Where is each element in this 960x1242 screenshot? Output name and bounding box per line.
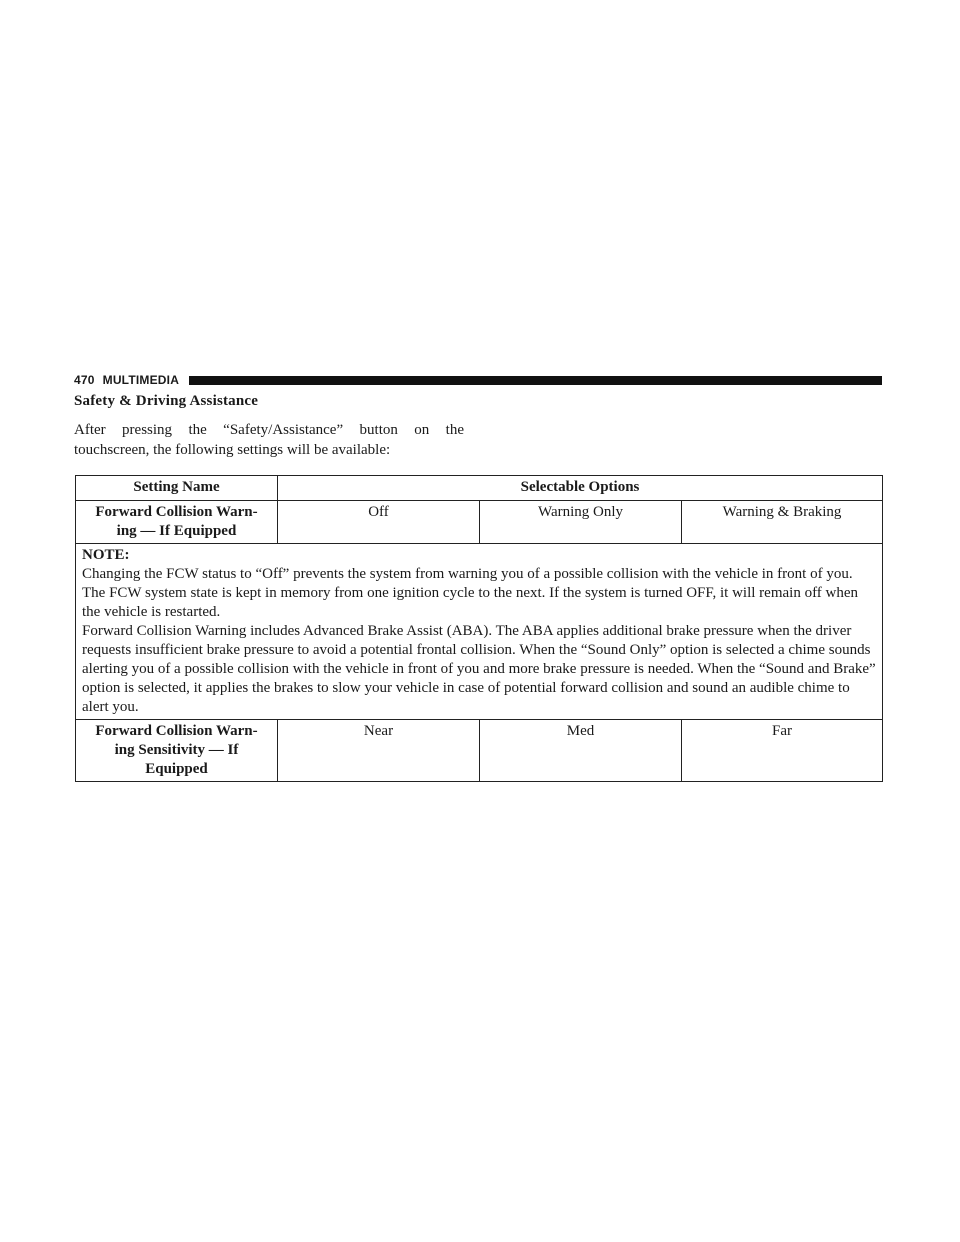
- header-setting-name: Setting Name: [76, 476, 278, 501]
- note-row: [76, 544, 883, 720]
- note-paragraph-2: The FCW system state is kept in memory from one ignition cycle to the next. If the system is turned OFF, it will remain off when the vehicle is restarted.: [82, 585, 859, 620]
- page-header: [74, 372, 882, 388]
- note-label: NOTE:: [82, 547, 130, 563]
- option-warning-only: Warning Only: [480, 501, 682, 544]
- option-far: Far: [682, 720, 883, 782]
- page-label: [74, 373, 179, 387]
- table-row: [76, 720, 883, 782]
- note-cell: [76, 544, 883, 720]
- note-paragraph-1: Changing the FCW status to “Off” prevents the system from warning you of a possible collision with the vehicle in front of you.: [82, 566, 853, 582]
- section-name: MULTIMEDIA: [102, 373, 180, 387]
- page-number: 470: [74, 373, 95, 387]
- option-med: Med: [480, 720, 682, 782]
- section-title: Safety & Driving Assistance: [74, 393, 259, 409]
- intro-paragraph: [74, 420, 464, 460]
- header-rule: [189, 376, 882, 385]
- setting-name-fcw-sensitivity: Forward Collision Warn- ing Sensitivity — If Equipped: [76, 720, 278, 782]
- table-header-row: [76, 476, 883, 501]
- header-selectable-options: Selectable Options: [278, 476, 883, 501]
- intro-line-1: After pressing the “Safety/Assistance” button on the: [74, 422, 464, 438]
- option-near: Near: [278, 720, 480, 782]
- table-row: [76, 501, 883, 544]
- option-off: Off: [278, 501, 480, 544]
- note-paragraph-3: Forward Collision Warning includes Advanced Brake Assist (ABA). The ABA applies additional brake pressure when the driver requests insufficient brake pressure to avoid a potential frontal collision. When the “Sound Only” option is selected a chime sounds alerting you of a possible collision with the vehicle in front of you and more brake pressure is needed. When the “Sound and Brake” option is selected, it applies the brakes to slow your vehicle in case of potential forward collision and sound an audible chime to alert you.: [82, 623, 876, 715]
- option-warning-braking: Warning & Braking: [682, 501, 883, 544]
- settings-table: [75, 475, 883, 782]
- intro-line-2: touchscreen, the following settings will be available:: [74, 442, 391, 458]
- setting-name-fcw: Forward Collision Warn- ing — If Equipped: [76, 501, 278, 544]
